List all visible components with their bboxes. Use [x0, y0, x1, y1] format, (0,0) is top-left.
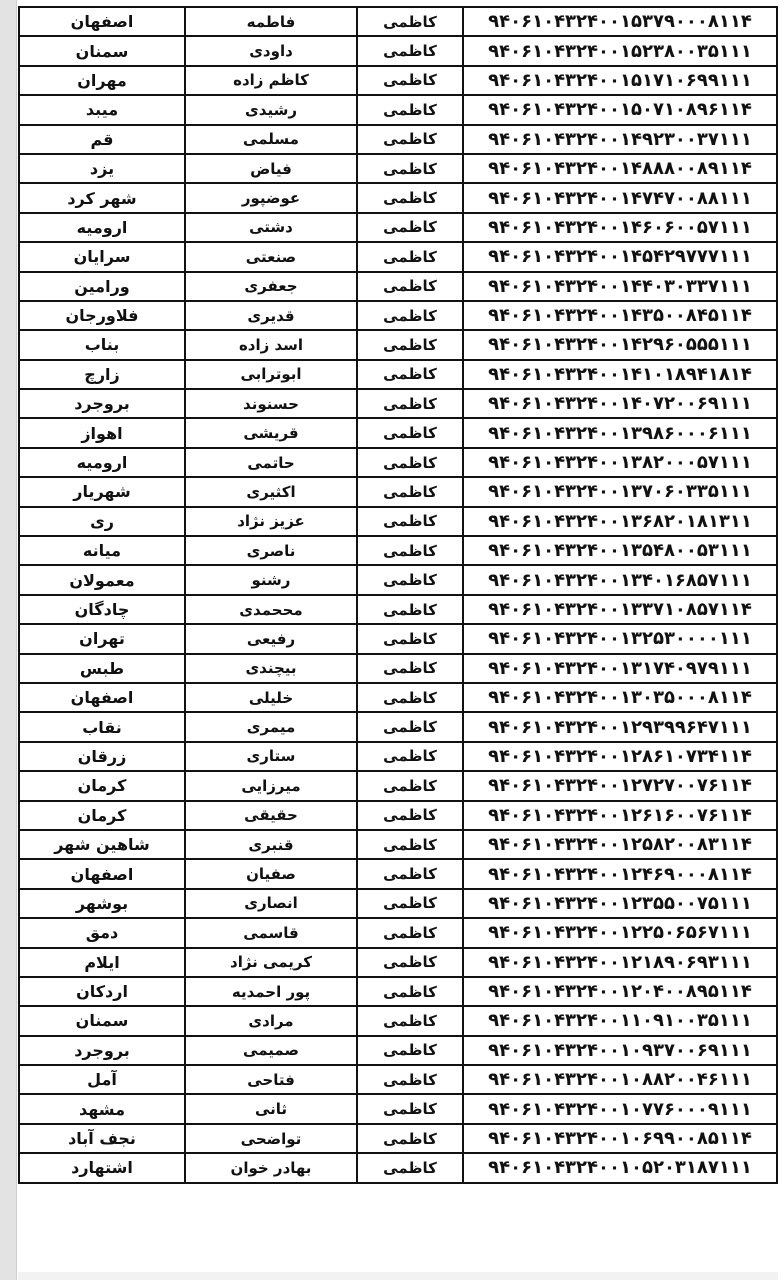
code-cell: ۹۴۰۶۱۰۴۳۲۴۰۰۱۳۲۵۳۰۰۰۰۱۱۱ — [463, 624, 777, 653]
code-cell: ۹۴۰۶۱۰۴۳۲۴۰۰۱۲۴۶۹۰۰۰۸۱۱۴ — [463, 859, 777, 888]
table-row — [19, 183, 777, 212]
city-cell: میانه — [19, 536, 185, 565]
last-name-cell: کاظمی — [357, 389, 463, 418]
code-cell: ۹۴۰۶۱۰۴۳۲۴۰۰۱۳۶۸۲۰۱۸۱۳۱۱ — [463, 507, 777, 536]
city-cell: ورامین — [19, 272, 185, 301]
last-name-cell: کاظمی — [357, 125, 463, 154]
city-cell: شاهین شهر — [19, 830, 185, 859]
code-cell: ۹۴۰۶۱۰۴۳۲۴۰۰۱۰۹۳۷۰۰۶۹۱۱۱ — [463, 1036, 777, 1065]
table-row — [19, 771, 777, 800]
first-name-cell: انصاری — [185, 889, 357, 918]
first-name-cell: پور احمدیه — [185, 977, 357, 1006]
first-name-cell: ثانی — [185, 1094, 357, 1123]
table-row — [19, 712, 777, 741]
code-cell: ۹۴۰۶۱۰۴۳۲۴۰۰۱۳۰۳۵۰۰۰۸۱۱۴ — [463, 683, 777, 712]
city-cell: اصفهان — [19, 683, 185, 712]
last-name-cell: کاظمی — [357, 7, 463, 36]
code-cell: ۹۴۰۶۱۰۴۳۲۴۰۰۱۰۷۷۶۰۰۰۹۱۱۱ — [463, 1094, 777, 1123]
city-cell: سرایان — [19, 242, 185, 271]
first-name-cell: میمری — [185, 712, 357, 741]
last-name-cell: کاظمی — [357, 1094, 463, 1123]
city-cell: شهر کرد — [19, 183, 185, 212]
first-name-cell: عوضپور — [185, 183, 357, 212]
table-row — [19, 448, 777, 477]
first-name-cell: رشیدی — [185, 95, 357, 124]
table-row — [19, 1124, 777, 1153]
table-row — [19, 1036, 777, 1065]
last-name-cell: کاظمی — [357, 272, 463, 301]
records-table-body — [19, 7, 777, 1183]
code-cell: ۹۴۰۶۱۰۴۳۲۴۰۰۱۴۸۸۸۰۰۸۹۱۱۴ — [463, 154, 777, 183]
first-name-cell: کریمی نژاد — [185, 948, 357, 977]
first-name-cell: صنعتی — [185, 242, 357, 271]
code-cell: ۹۴۰۶۱۰۴۳۲۴۰۰۱۳۹۸۶۰۰۰۶۱۱۱ — [463, 418, 777, 447]
city-cell: قم — [19, 125, 185, 154]
first-name-cell: بهادر خوان — [185, 1153, 357, 1182]
table-row — [19, 360, 777, 389]
city-cell: اصفهان — [19, 7, 185, 36]
table-row — [19, 154, 777, 183]
city-cell: بناب — [19, 330, 185, 359]
city-cell: ارومیه — [19, 213, 185, 242]
last-name-cell: کاظمی — [357, 889, 463, 918]
last-name-cell: کاظمی — [357, 624, 463, 653]
first-name-cell: مححمدی — [185, 595, 357, 624]
city-cell: نقاب — [19, 712, 185, 741]
last-name-cell: کاظمی — [357, 595, 463, 624]
first-name-cell: صمیمی — [185, 1036, 357, 1065]
code-cell: ۹۴۰۶۱۰۴۳۲۴۰۰۱۴۴۰۳۰۳۳۷۱۱۱ — [463, 272, 777, 301]
last-name-cell: کاظمی — [357, 771, 463, 800]
last-name-cell: کاظمی — [357, 36, 463, 65]
code-cell: ۹۴۰۶۱۰۴۳۲۴۰۰۱۲۰۴۰۰۸۹۵۱۱۴ — [463, 977, 777, 1006]
first-name-cell: عزیز نژاد — [185, 507, 357, 536]
last-name-cell: کاظمی — [357, 330, 463, 359]
code-cell: ۹۴۰۶۱۰۴۳۲۴۰۰۱۴۷۴۷۰۰۸۸۱۱۱ — [463, 183, 777, 212]
table-row — [19, 507, 777, 536]
city-cell: اصفهان — [19, 859, 185, 888]
city-cell: سمنان — [19, 36, 185, 65]
last-name-cell: کاظمی — [357, 1036, 463, 1065]
last-name-cell: کاظمی — [357, 654, 463, 683]
first-name-cell: مرادی — [185, 1006, 357, 1035]
first-name-cell: حسنوند — [185, 389, 357, 418]
table-row — [19, 801, 777, 830]
first-name-cell: ناصری — [185, 536, 357, 565]
table-row — [19, 301, 777, 330]
last-name-cell: کاظمی — [357, 183, 463, 212]
city-cell: زرقان — [19, 742, 185, 771]
first-name-cell: فتاحی — [185, 1065, 357, 1094]
table-row — [19, 536, 777, 565]
table-row — [19, 595, 777, 624]
first-name-cell: رفیعی — [185, 624, 357, 653]
code-cell: ۹۴۰۶۱۰۴۳۲۴۰۰۱۲۸۶۱۰۷۳۴۱۱۴ — [463, 742, 777, 771]
last-name-cell: کاظمی — [357, 448, 463, 477]
city-cell: میبد — [19, 95, 185, 124]
city-cell: معمولان — [19, 565, 185, 594]
table-row — [19, 1094, 777, 1123]
last-name-cell: کاظمی — [357, 859, 463, 888]
code-cell: ۹۴۰۶۱۰۴۳۲۴۰۰۱۳۷۰۶۰۳۳۵۱۱۱ — [463, 477, 777, 506]
table-row — [19, 624, 777, 653]
first-name-cell: دشتی — [185, 213, 357, 242]
code-cell: ۹۴۰۶۱۰۴۳۲۴۰۰۱۴۳۵۰۰۸۴۵۱۱۴ — [463, 301, 777, 330]
table-row — [19, 389, 777, 418]
first-name-cell: قاسمی — [185, 918, 357, 947]
last-name-cell: کاظمی — [357, 742, 463, 771]
city-cell: اهواز — [19, 418, 185, 447]
code-cell: ۹۴۰۶۱۰۴۳۲۴۰۰۱۴۹۲۳۰۰۳۷۱۱۱ — [463, 125, 777, 154]
city-cell: بوشهر — [19, 889, 185, 918]
table-row — [19, 330, 777, 359]
city-cell: آمل — [19, 1065, 185, 1094]
code-cell: ۹۴۰۶۱۰۴۳۲۴۰۰۱۵۲۳۸۰۰۳۵۱۱۱ — [463, 36, 777, 65]
code-cell: ۹۴۰۶۱۰۴۳۲۴۰۰۱۵۳۷۹۰۰۰۸۱۱۴ — [463, 7, 777, 36]
code-cell: ۹۴۰۶۱۰۴۳۲۴۰۰۱۳۸۲۰۰۰۵۷۱۱۱ — [463, 448, 777, 477]
table-row — [19, 654, 777, 683]
city-cell: بروجرد — [19, 1036, 185, 1065]
first-name-cell: تواضحی — [185, 1124, 357, 1153]
document-sheet — [18, 0, 778, 1280]
first-name-cell: قدیری — [185, 301, 357, 330]
table-row — [19, 742, 777, 771]
code-cell: ۹۴۰۶۱۰۴۳۲۴۰۰۱۲۷۲۷۰۰۷۶۱۱۴ — [463, 771, 777, 800]
table-row — [19, 977, 777, 1006]
city-cell: اردکان — [19, 977, 185, 1006]
last-name-cell: کاظمی — [357, 66, 463, 95]
last-name-cell: کاظمی — [357, 301, 463, 330]
code-cell: ۹۴۰۶۱۰۴۳۲۴۰۰۱۴۶۰۶۰۰۵۷۱۱۱ — [463, 213, 777, 242]
table-row — [19, 36, 777, 65]
first-name-cell: قریشی — [185, 418, 357, 447]
first-name-cell: داودی — [185, 36, 357, 65]
table-row — [19, 213, 777, 242]
city-cell: اشتهارد — [19, 1153, 185, 1182]
records-table — [18, 6, 778, 1184]
last-name-cell: کاظمی — [357, 360, 463, 389]
table-row — [19, 859, 777, 888]
last-name-cell: کاظمی — [357, 918, 463, 947]
code-cell: ۹۴۰۶۱۰۴۳۲۴۰۰۱۲۹۳۹۹۶۴۷۱۱۱ — [463, 712, 777, 741]
city-cell: بروجرد — [19, 389, 185, 418]
code-cell: ۹۴۰۶۱۰۴۳۲۴۰۰۱۲۶۱۶۰۰۷۶۱۱۴ — [463, 801, 777, 830]
city-cell: تهران — [19, 624, 185, 653]
table-row — [19, 889, 777, 918]
first-name-cell: صفیان — [185, 859, 357, 888]
city-cell: مشهد — [19, 1094, 185, 1123]
page-bottom-edge — [18, 1272, 778, 1280]
last-name-cell: کاظمی — [357, 683, 463, 712]
first-name-cell: ابوترابی — [185, 360, 357, 389]
city-cell: دمق — [19, 918, 185, 947]
code-cell: ۹۴۰۶۱۰۴۳۲۴۰۰۱۵۱۷۱۰۶۹۹۱۱۱ — [463, 66, 777, 95]
code-cell: ۹۴۰۶۱۰۴۳۲۴۰۰۱۲۵۸۲۰۰۸۳۱۱۴ — [463, 830, 777, 859]
table-row — [19, 565, 777, 594]
code-cell: ۹۴۰۶۱۰۴۳۲۴۰۰۱۲۳۵۵۰۰۷۵۱۱۱ — [463, 889, 777, 918]
table-row — [19, 918, 777, 947]
table-row — [19, 683, 777, 712]
first-name-cell: قنبری — [185, 830, 357, 859]
table-row — [19, 242, 777, 271]
first-name-cell: حقیقی — [185, 801, 357, 830]
city-cell: ایلام — [19, 948, 185, 977]
last-name-cell: کاظمی — [357, 830, 463, 859]
table-row — [19, 948, 777, 977]
last-name-cell: کاظمی — [357, 565, 463, 594]
city-cell: سمنان — [19, 1006, 185, 1035]
last-name-cell: کاظمی — [357, 154, 463, 183]
page-left-edge — [0, 0, 17, 1280]
city-cell: یزد — [19, 154, 185, 183]
first-name-cell: اکثیری — [185, 477, 357, 506]
table-row — [19, 477, 777, 506]
last-name-cell: کاظمی — [357, 1124, 463, 1153]
code-cell: ۹۴۰۶۱۰۴۳۲۴۰۰۱۳۵۴۸۰۰۵۳۱۱۱ — [463, 536, 777, 565]
code-cell: ۹۴۰۶۱۰۴۳۲۴۰۰۱۴۲۹۶۰۵۵۵۱۱۱ — [463, 330, 777, 359]
first-name-cell: خلیلی — [185, 683, 357, 712]
code-cell: ۹۴۰۶۱۰۴۳۲۴۰۰۱۱۰۹۱۰۰۳۵۱۱۱ — [463, 1006, 777, 1035]
code-cell: ۹۴۰۶۱۰۴۳۲۴۰۰۱۳۴۰۱۶۸۵۷۱۱۱ — [463, 565, 777, 594]
table-row — [19, 125, 777, 154]
code-cell: ۹۴۰۶۱۰۴۳۲۴۰۰۱۳۱۷۴۰۹۷۹۱۱۱ — [463, 654, 777, 683]
code-cell: ۹۴۰۶۱۰۴۳۲۴۰۰۱۰۵۲۰۳۱۸۷۱۱۱ — [463, 1153, 777, 1182]
code-cell: ۹۴۰۶۱۰۴۳۲۴۰۰۱۵۰۷۱۰۸۹۶۱۱۴ — [463, 95, 777, 124]
last-name-cell: کاظمی — [357, 801, 463, 830]
last-name-cell: کاظمی — [357, 507, 463, 536]
code-cell: ۹۴۰۶۱۰۴۳۲۴۰۰۱۰۶۹۹۰۰۸۵۱۱۴ — [463, 1124, 777, 1153]
code-cell: ۹۴۰۶۱۰۴۳۲۴۰۰۱۲۲۵۰۶۵۶۷۱۱۱ — [463, 918, 777, 947]
last-name-cell: کاظمی — [357, 242, 463, 271]
city-cell: چادگان — [19, 595, 185, 624]
last-name-cell: کاظمی — [357, 948, 463, 977]
city-cell: زارچ — [19, 360, 185, 389]
city-cell: فلاورجان — [19, 301, 185, 330]
first-name-cell: حاتمی — [185, 448, 357, 477]
first-name-cell: فاطمه — [185, 7, 357, 36]
last-name-cell: کاظمی — [357, 1065, 463, 1094]
table-row — [19, 272, 777, 301]
first-name-cell: رشنو — [185, 565, 357, 594]
first-name-cell: اسد زاده — [185, 330, 357, 359]
table-row — [19, 418, 777, 447]
first-name-cell: مسلمی — [185, 125, 357, 154]
last-name-cell: کاظمی — [357, 536, 463, 565]
last-name-cell: کاظمی — [357, 95, 463, 124]
city-cell: شهریار — [19, 477, 185, 506]
last-name-cell: کاظمی — [357, 418, 463, 447]
last-name-cell: کاظمی — [357, 1006, 463, 1035]
table-row — [19, 1006, 777, 1035]
last-name-cell: کاظمی — [357, 977, 463, 1006]
last-name-cell: کاظمی — [357, 1153, 463, 1182]
first-name-cell: میرزایی — [185, 771, 357, 800]
city-cell: ارومیه — [19, 448, 185, 477]
code-cell: ۹۴۰۶۱۰۴۳۲۴۰۰۱۳۳۷۱۰۸۵۷۱۱۴ — [463, 595, 777, 624]
table-row — [19, 1065, 777, 1094]
code-cell: ۹۴۰۶۱۰۴۳۲۴۰۰۱۴۱۰۱۸۹۴۱۸۱۴ — [463, 360, 777, 389]
code-cell: ۹۴۰۶۱۰۴۳۲۴۰۰۱۰۸۸۲۰۰۴۶۱۱۱ — [463, 1065, 777, 1094]
table-row — [19, 830, 777, 859]
city-cell: ری — [19, 507, 185, 536]
city-cell: طبس — [19, 654, 185, 683]
code-cell: ۹۴۰۶۱۰۴۳۲۴۰۰۱۲۱۸۹۰۶۹۳۱۱۱ — [463, 948, 777, 977]
table-row — [19, 7, 777, 36]
city-cell: کرمان — [19, 771, 185, 800]
last-name-cell: کاظمی — [357, 477, 463, 506]
city-cell: کرمان — [19, 801, 185, 830]
table-row — [19, 1153, 777, 1182]
code-cell: ۹۴۰۶۱۰۴۳۲۴۰۰۱۴۵۴۲۹۷۷۷۱۱۱ — [463, 242, 777, 271]
first-name-cell: جعفری — [185, 272, 357, 301]
table-row — [19, 66, 777, 95]
first-name-cell: ستاری — [185, 742, 357, 771]
city-cell: نجف آباد — [19, 1124, 185, 1153]
city-cell: مهران — [19, 66, 185, 95]
last-name-cell: کاظمی — [357, 213, 463, 242]
first-name-cell: بیچندی — [185, 654, 357, 683]
last-name-cell: کاظمی — [357, 712, 463, 741]
code-cell: ۹۴۰۶۱۰۴۳۲۴۰۰۱۴۰۷۲۰۰۶۹۱۱۱ — [463, 389, 777, 418]
first-name-cell: کاظم زاده — [185, 66, 357, 95]
first-name-cell: فیاض — [185, 154, 357, 183]
table-row — [19, 95, 777, 124]
